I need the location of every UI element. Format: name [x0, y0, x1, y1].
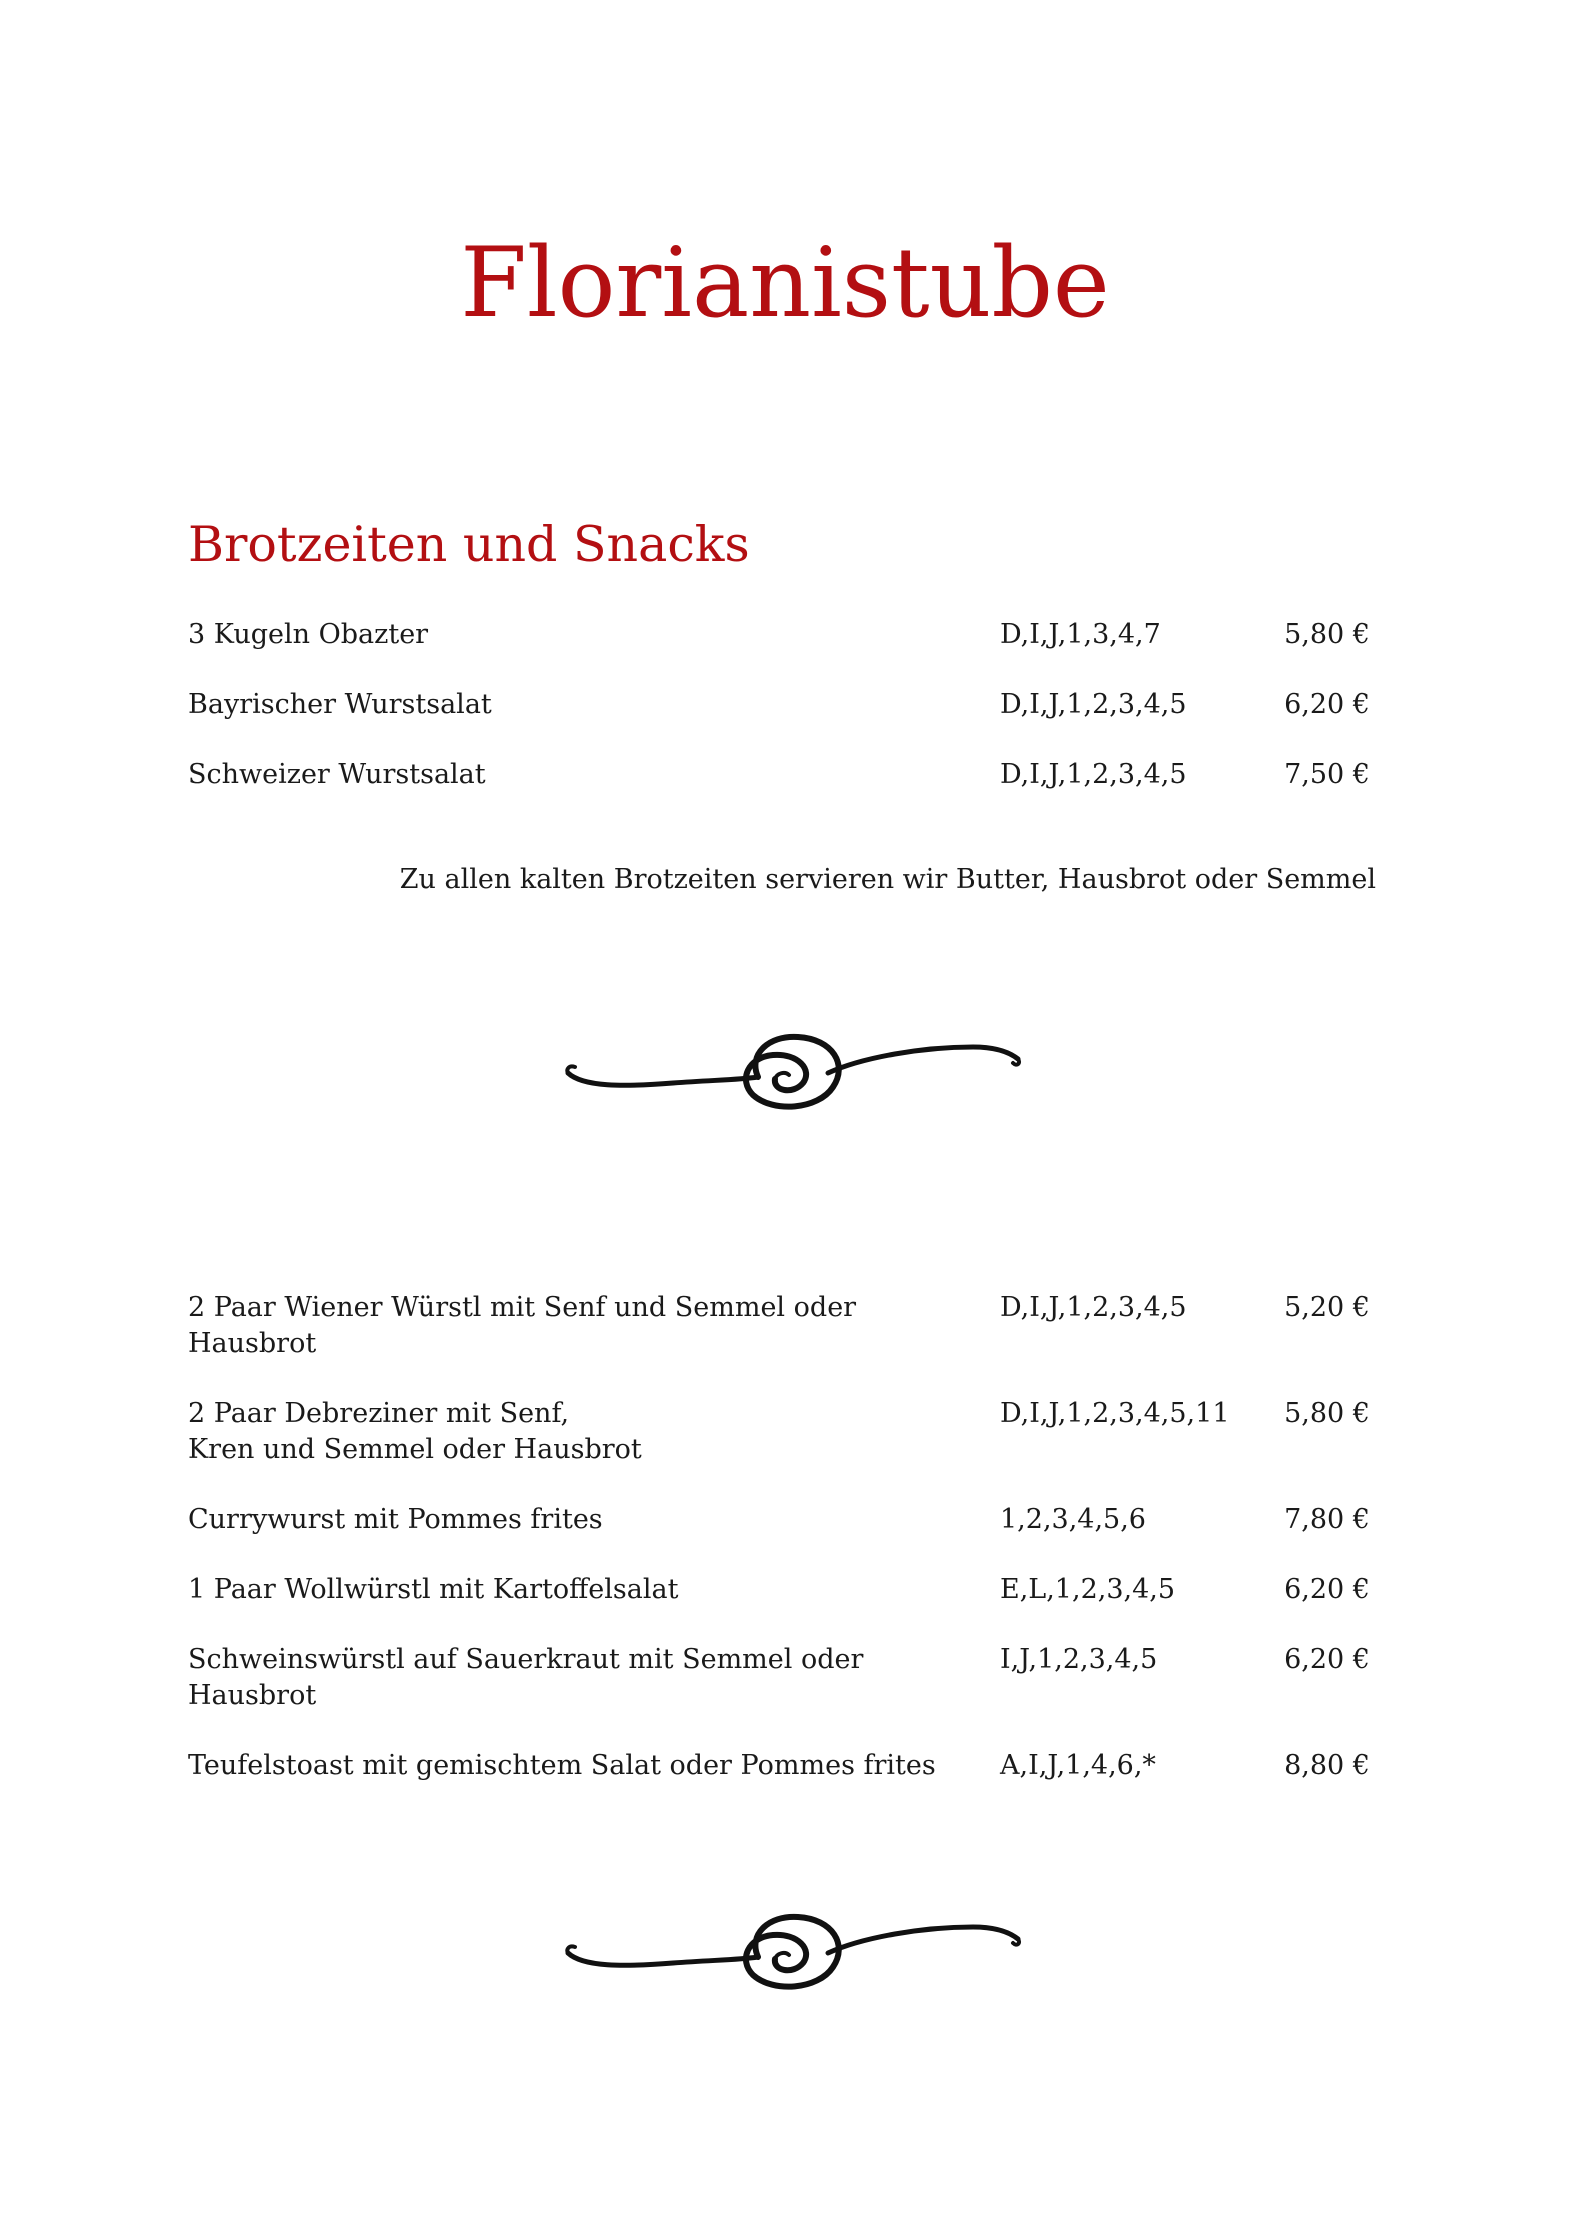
menu-item-allergens: A,I,J,1,4,6,*: [1000, 1750, 1156, 1781]
flourish-divider-icon: [563, 1025, 1023, 1125]
menu-item-name: [188, 1396, 988, 1468]
menu-item-allergens: 1,2,3,4,5,6: [1000, 1504, 1146, 1535]
menu-item-allergens: E,L,1,2,3,4,5: [1000, 1574, 1176, 1605]
menu-item-price: 8,80 €: [1284, 1750, 1370, 1781]
section-heading: Brotzeiten und Snacks: [188, 516, 750, 573]
menu-item-name: Teufelstoast mit gemischtem Salat oder Pommes frites: [188, 1750, 936, 1781]
menu-item-name: 1 Paar Wollwürstl mit Kartoffelsalat: [188, 1574, 679, 1605]
menu-item-price: 6,20 €: [1284, 1574, 1370, 1605]
menu-item-price: 6,20 €: [1284, 1644, 1370, 1675]
menu-item-name-line2: Hausbrot: [188, 1680, 317, 1711]
menu-item-name-line1: Schweinswürstl auf Sauerkraut mit Semmel oder: [188, 1644, 864, 1675]
menu-item-allergens: D,I,J,1,2,3,4,5,11: [1000, 1398, 1230, 1429]
menu-item-name-line1: 2 Paar Wiener Würstl mit Senf und Semmel oder: [188, 1292, 857, 1323]
menu-item-name: [188, 1290, 988, 1362]
page-title: Florianistube: [460, 227, 1110, 339]
menu-item-price: 5,20 €: [1284, 1292, 1370, 1323]
menu-item-name: 3 Kugeln Obazter: [188, 619, 429, 650]
serving-note: Zu allen kalten Brotzeiten servieren wir Butter, Hausbrot oder Semmel: [399, 864, 1376, 895]
menu-item-name: Currywurst mit Pommes frites: [188, 1504, 603, 1535]
menu-item-price: 5,80 €: [1284, 619, 1370, 650]
menu-item-allergens: I,J,1,2,3,4,5: [1000, 1644, 1158, 1675]
menu-item-allergens: D,I,J,1,3,4,7: [1000, 619, 1161, 650]
menu-item-allergens: D,I,J,1,2,3,4,5: [1000, 689, 1187, 720]
menu-item-price: 7,80 €: [1284, 1504, 1370, 1535]
menu-item-name-line2: Hausbrot: [188, 1328, 317, 1359]
menu-item-price: 7,50 €: [1284, 759, 1370, 790]
menu-item-allergens: D,I,J,1,2,3,4,5: [1000, 759, 1187, 790]
menu-item-name: [188, 1642, 988, 1714]
menu-item-price: 5,80 €: [1284, 1398, 1370, 1429]
menu-item-price: 6,20 €: [1284, 689, 1370, 720]
flourish-divider-icon: [563, 1905, 1023, 2005]
menu-item-name: Bayrischer Wurstsalat: [188, 689, 492, 720]
menu-item-allergens: D,I,J,1,2,3,4,5: [1000, 1292, 1187, 1323]
menu-item-name: Schweizer Wurstsalat: [188, 759, 486, 790]
menu-item-name-line2: Kren und Semmel oder Hausbrot: [188, 1434, 642, 1465]
menu-item-name-line1: 2 Paar Debreziner mit Senf,: [188, 1398, 570, 1429]
